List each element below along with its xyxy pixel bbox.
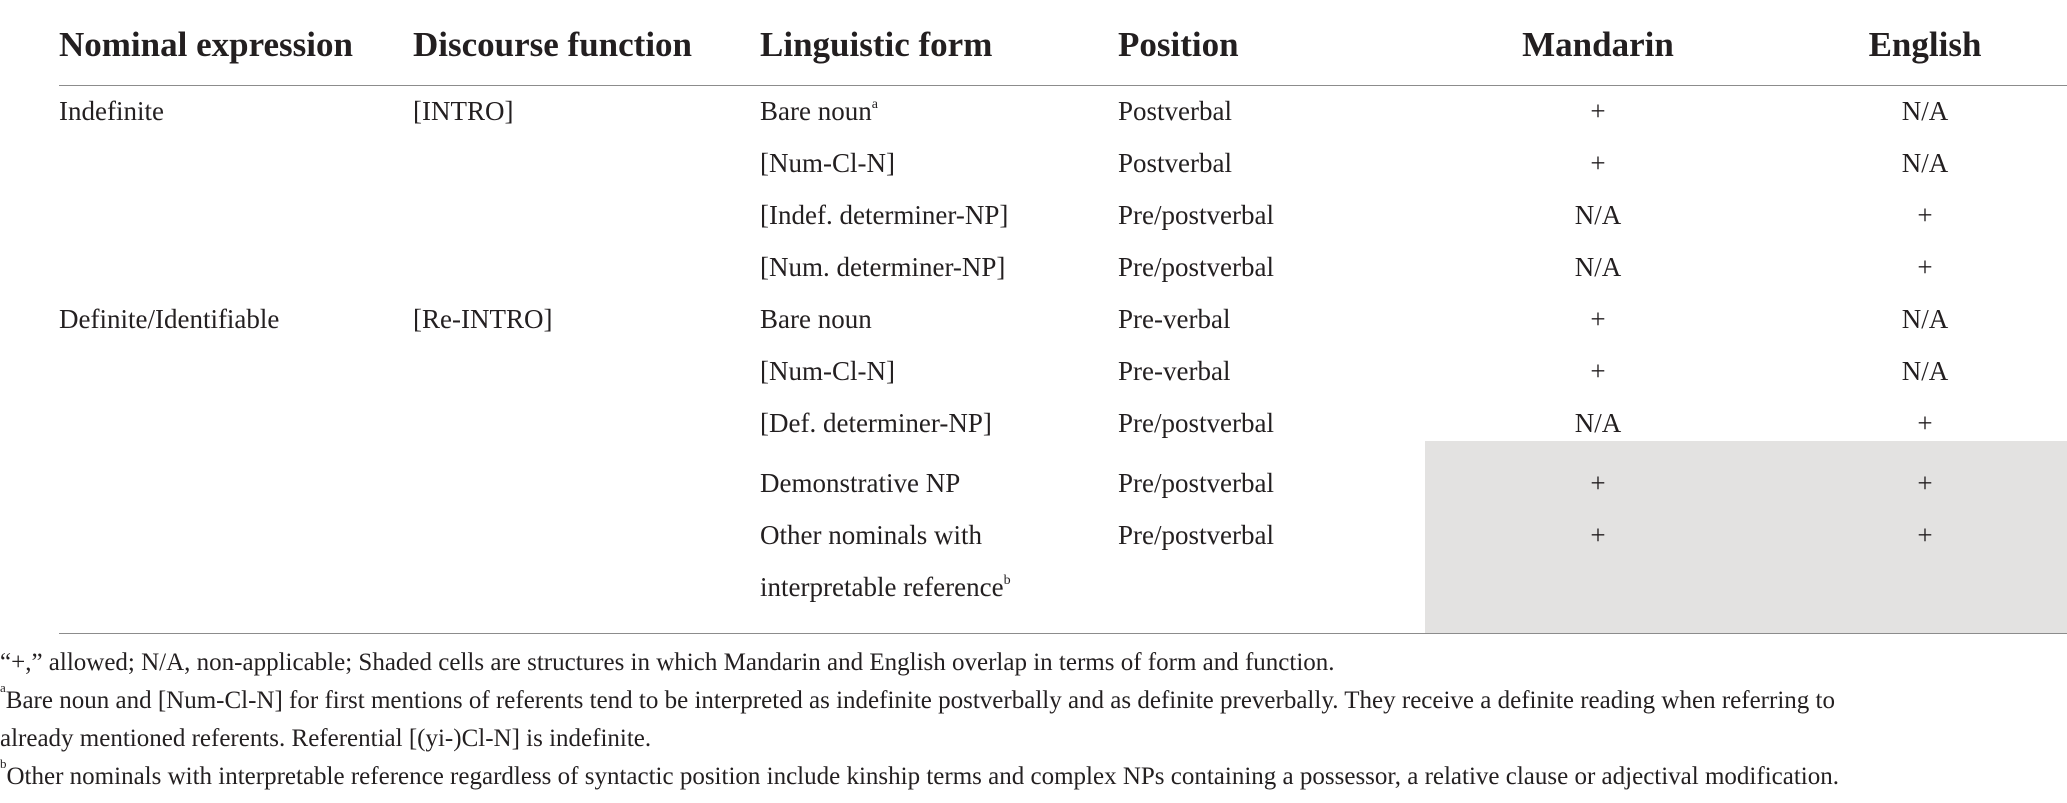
position-cell: Postverbal xyxy=(1118,96,1232,126)
linguistic-form-cell: [Num-Cl-N] xyxy=(760,356,895,386)
mandarin-cell: N/A xyxy=(1574,200,1622,230)
footnote-b-marker: b xyxy=(0,756,7,771)
overlap-shading xyxy=(1425,441,2067,633)
mandarin-cell: N/A xyxy=(1574,408,1622,438)
position-cell: Pre-verbal xyxy=(1118,356,1231,386)
english-cell: + xyxy=(1917,200,1933,230)
table-legend-note: “+,” allowed; N/A, non-applicable; Shaded cells are structures in which Mandarin and English overlap in terms of form and function. xyxy=(0,649,1335,676)
mandarin-cell: + xyxy=(1590,520,1606,550)
footnote-b xyxy=(0,756,1839,792)
linguistic-form-cell-line2 xyxy=(760,571,1011,603)
footnote-b-text: Other nominals with interpretable reference regardless of syntactic position include kinship terms and complex NPs containing a possessor, a relative clause or adjectival modification. xyxy=(6,763,1839,790)
footnote-marker-b: b xyxy=(1003,573,1011,588)
position-cell: Pre/postverbal xyxy=(1118,252,1274,282)
position-cell: Pre/postverbal xyxy=(1118,520,1274,550)
mandarin-cell: + xyxy=(1590,304,1606,334)
english-cell: + xyxy=(1917,468,1933,498)
linguistic-form-cell: [Num. determiner-NP] xyxy=(760,252,1006,282)
header-nominal-expression: Nominal expression xyxy=(59,25,353,64)
header-discourse-function: Discourse function xyxy=(413,25,693,64)
english-cell: + xyxy=(1917,252,1933,282)
mandarin-cell: N/A xyxy=(1574,252,1622,282)
position-cell: Pre-verbal xyxy=(1118,304,1231,334)
linguistic-form-cell: [Indef. determiner-NP] xyxy=(760,200,1009,230)
header-linguistic-form: Linguistic form xyxy=(760,25,993,64)
linguistic-form-cell: Other nominals with xyxy=(760,520,982,550)
english-cell: + xyxy=(1917,408,1933,438)
position-cell: Pre/postverbal xyxy=(1118,200,1274,230)
mandarin-cell: + xyxy=(1590,96,1606,126)
header-mandarin: Mandarin xyxy=(1522,25,1674,64)
nominal-expression-cell: Indefinite xyxy=(59,96,164,126)
mandarin-cell: + xyxy=(1590,148,1606,178)
linguistic-form-cell: [Num-Cl-N] xyxy=(760,148,895,178)
header-rule xyxy=(59,85,2067,86)
english-cell: + xyxy=(1917,520,1933,550)
linguistic-form-cell: Bare noun xyxy=(760,304,872,334)
linguistic-form-cell: Demonstrative NP xyxy=(760,468,961,498)
position-cell: Pre/postverbal xyxy=(1118,468,1274,498)
footnote-a-continuation: already mentioned referents. Referential [(yi-)Cl-N] is indefinite. xyxy=(0,725,652,752)
footnote-a-text: Bare noun and [Num-Cl-N] for first mentions of referents tend to be interpreted as indefinite postverbally and as definite preverbally. They receive a definite reading when referring to xyxy=(5,687,1835,714)
discourse-function-cell: [INTRO] xyxy=(413,96,514,126)
english-cell: N/A xyxy=(1901,148,1949,178)
nominal-expression-cell: Definite/Identifiable xyxy=(59,304,280,334)
position-cell: Pre/postverbal xyxy=(1118,408,1274,438)
linguistic-form-cell: [Def. determiner-NP] xyxy=(760,408,992,438)
mandarin-cell: + xyxy=(1590,468,1606,498)
header-position: Position xyxy=(1118,25,1239,64)
footnote-a-marker: a xyxy=(0,680,6,695)
english-cell: N/A xyxy=(1901,96,1949,126)
mandarin-cell: + xyxy=(1590,356,1606,386)
footnote-marker-a: a xyxy=(871,97,878,112)
linguistic-form-cell xyxy=(760,95,878,127)
linguistic-form-text: interpretable reference xyxy=(760,572,1004,602)
linguistic-form-text: Bare noun xyxy=(760,96,872,126)
english-cell: N/A xyxy=(1901,304,1949,334)
english-cell: N/A xyxy=(1901,356,1949,386)
table-bottom-rule xyxy=(59,633,2067,634)
footnote-a xyxy=(0,680,1835,716)
header-english: English xyxy=(1868,25,1982,64)
position-cell: Postverbal xyxy=(1118,148,1232,178)
discourse-function-cell: [Re-INTRO] xyxy=(413,304,553,334)
